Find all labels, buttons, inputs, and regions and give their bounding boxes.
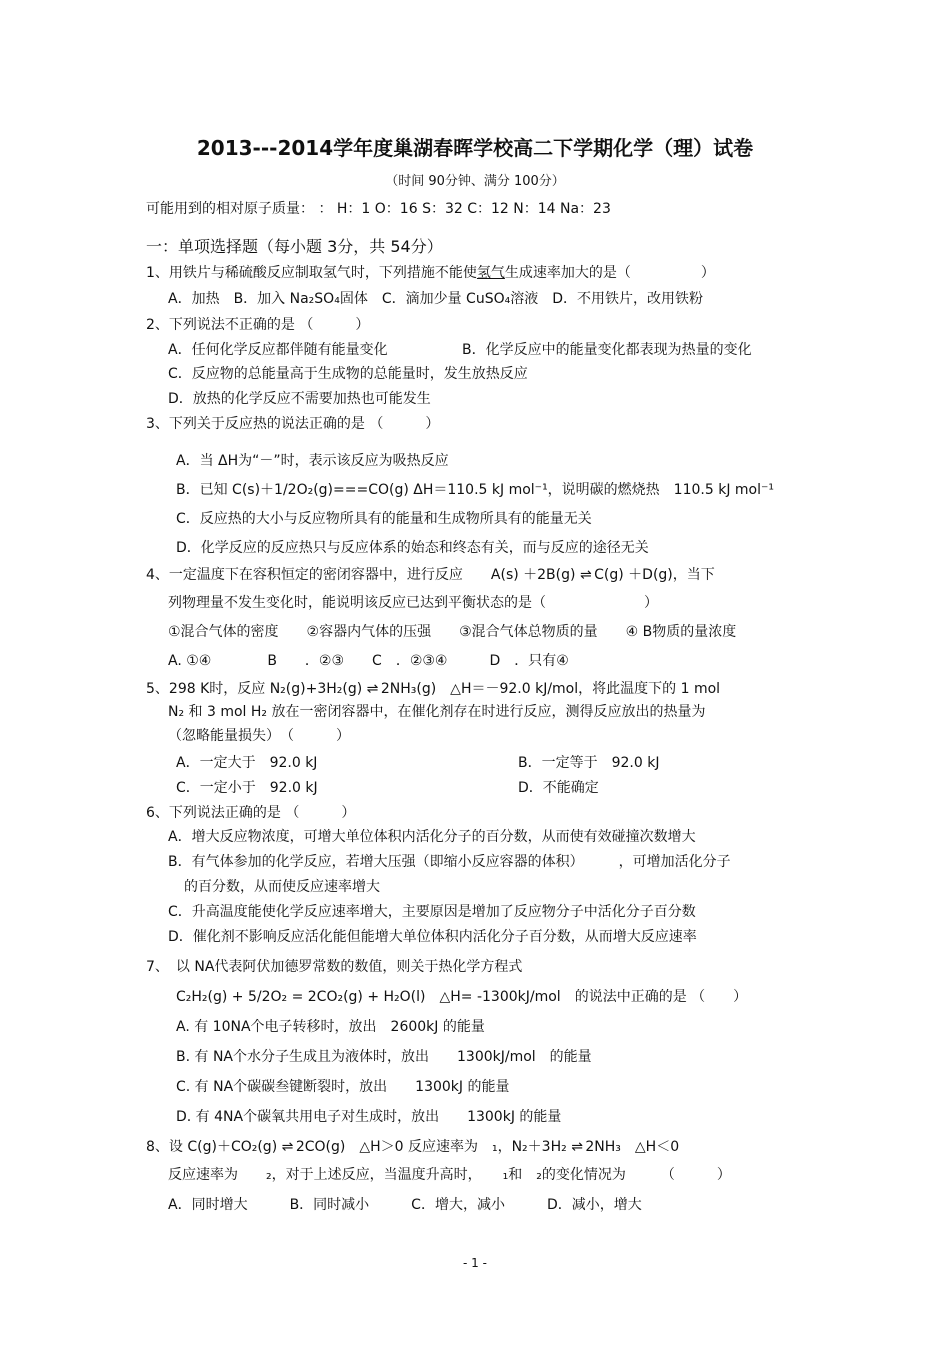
q8-line-1-a: 8、设 C(g)＋CO₂(g) xyxy=(146,1139,278,1155)
q3-stem: 3、下列关于反应热的说法正确的是 （ ） xyxy=(146,416,440,432)
q5-option-a: A．一定大于 92.0 kJ xyxy=(176,755,318,771)
q5-line-1-post: 2NH₃(g) △H＝－92.0 kJ/mol，将此温度下的 1 mol xyxy=(380,681,721,697)
q3-option-d: D．化学反应的反应热只与反应体系的始态和终态有关，而与反应的途径无关 xyxy=(176,540,649,556)
q5-option-d: D．不能确定 xyxy=(518,780,599,796)
q7-option-d: D. 有 4NA个碳氧共用电子对生成时，放出 1300kJ 的能量 xyxy=(176,1109,562,1125)
q7-stem: 7、 以 NA代表阿伏加德罗常数的数值，则关于热化学方程式 xyxy=(146,959,523,975)
q5-line-1-pre: 5、298 K时，反应 N₂(g)+3H₂(g) xyxy=(146,681,363,697)
q4-line-1 xyxy=(146,566,715,584)
q8-line-1-b: 2CO(g) △H＞0 反应速率为 ₁，N₂＋3H₂ xyxy=(295,1139,567,1155)
q6-option-c: C．升高温度能使化学反应速率增大，主要原因是增加了反应物分子中活化分子百分数 xyxy=(168,904,696,920)
q2-option-a: A．任何化学反应都伴随有能量变化 xyxy=(168,342,388,358)
q2-option-b: B．化学反应中的能量变化都表现为热量的变化 xyxy=(462,342,752,358)
q2-option-c: C．反应物的总能量高于生成物的总能量时，发生放热反应 xyxy=(168,366,528,382)
q7-option-a: A. 有 10NA个电子转移时，放出 2600kJ 的能量 xyxy=(176,1019,485,1035)
q8-options: A．同时增大 B．同时减小 C．增大，减小 D．减小，增大 xyxy=(168,1197,642,1213)
equilibrium-arrow-icon: ⇌ xyxy=(281,1139,292,1155)
q8-line-1-c: 2NH₃ △H＜0 xyxy=(585,1139,680,1155)
q1-stem-pre: 1、用铁片与稀硫酸反应制取氢气时，下列措施不能使 xyxy=(146,265,477,281)
q8-line-1 xyxy=(146,1138,679,1156)
q1-stem xyxy=(146,264,715,282)
q5-line-2: N₂ 和 3 mol H₂ 放在一密闭容器中，在催化剂存在时进行反应，测得反应放出的热量为 xyxy=(168,704,706,720)
section-heading: 一：单项选择题（每小题 3分，共 54分） xyxy=(146,237,443,256)
q1-stem-post: 生成速率加大的是（ ） xyxy=(504,265,715,281)
q3-option-a: A．当 ΔH为“－”时，表示该反应为吸热反应 xyxy=(176,453,449,469)
q7-option-b: B. 有 NA个水分子生成且为液体时，放出 1300kJ/mol 的能量 xyxy=(176,1049,592,1065)
q6-option-d: D．催化剂不影响反应活化能但能增大单位体积内活化分子百分数，从而增大反应速率 xyxy=(168,929,697,945)
q6-stem: 6、下列说法正确的是 （ ） xyxy=(146,805,356,821)
q3-option-b: B．已知 C(s)＋1/2O₂(g)===CO(g) ΔH＝110.5 kJ mol⁻¹，说明碳的燃烧热 110.5 kJ mol⁻¹ xyxy=(176,482,774,498)
q1-stem-underlined: 氢气 xyxy=(476,265,505,281)
equilibrium-arrow-icon: ⇌ xyxy=(571,1139,581,1155)
equilibrium-arrow-icon: ⇌ xyxy=(366,681,377,697)
q5-option-b: B．一定等于 92.0 kJ xyxy=(518,755,660,771)
q4-line-3: ①混合气体的密度 ②容器内气体的压强 ③混合气体总物质的量 ④ B物质的量浓度 xyxy=(168,624,737,640)
q6-option-a: A．增大反应物浓度，可增大单位体积内活化分子的百分数，从而使有效碰撞次数增大 xyxy=(168,829,696,845)
q7-equation: C₂H₂(g) + 5/2O₂ = 2CO₂(g) + H₂O(l) △H= -1300kJ/mol 的说法中正确的是 （ ） xyxy=(176,989,748,1005)
page-number: - 1 - xyxy=(463,1256,487,1270)
exam-info: （时间 90分钟、满分 100分） xyxy=(385,174,565,189)
q4-options: A. ①④ B ．②③ C ．②③④ D ．只有④ xyxy=(168,653,569,669)
q8-line-2: 反应速率为 ₂，对于上述反应，当温度升高时， ₁和 ₂的变化情况为 （ ） xyxy=(168,1167,731,1183)
page-title: 2013---2014学年度巢湖春晖学校高二下学期化学（理）试卷 xyxy=(196,136,754,160)
q4-line-2: 列物理量不发生变化时，能说明该反应已达到平衡状态的是（ ） xyxy=(168,595,658,611)
q2-option-d: D．放热的化学反应不需要加热也可能发生 xyxy=(168,391,431,407)
q6-option-b-line-2: 的百分数，从而使反应速率增大 xyxy=(184,879,380,895)
q5-line-3: （忽略能量损失） （ ） xyxy=(168,728,350,744)
q5-line-1 xyxy=(146,680,720,698)
atomic-mass-line: 可能用到的相对原子质量： ： H：1 O：16 S：32 C：12 N：14 Na：23 xyxy=(146,201,611,217)
q5-option-c: C．一定小于 92.0 kJ xyxy=(176,780,318,796)
q1-options: A．加热 B．加入 Na₂SO₄固体 C．滴加少量 CuSO₄溶液 D．不用铁片，改用铁粉 xyxy=(168,291,703,307)
q6-option-b-line-1: B．有气体参加的化学反应，若增大压强（即缩小反应容器的体积） ，可增加活化分子 xyxy=(168,854,731,870)
q7-option-c: C. 有 NA个碳碳叁键断裂时，放出 1300kJ 的能量 xyxy=(176,1079,510,1095)
equilibrium-arrow-icon: ⇌ xyxy=(579,567,590,583)
q4-line-1-pre: 4、一定温度下在容积恒定的密闭容器中，进行反应 A(s) ＋2B(g) xyxy=(146,567,576,583)
q4-line-1-post: C(g) ＋D(g)，当下 xyxy=(594,567,715,583)
q2-stem: 2、下列说法不正确的是 （ ） xyxy=(146,317,370,333)
q3-option-c: C．反应热的大小与反应物所具有的能量和生成物所具有的能量无关 xyxy=(176,511,592,527)
